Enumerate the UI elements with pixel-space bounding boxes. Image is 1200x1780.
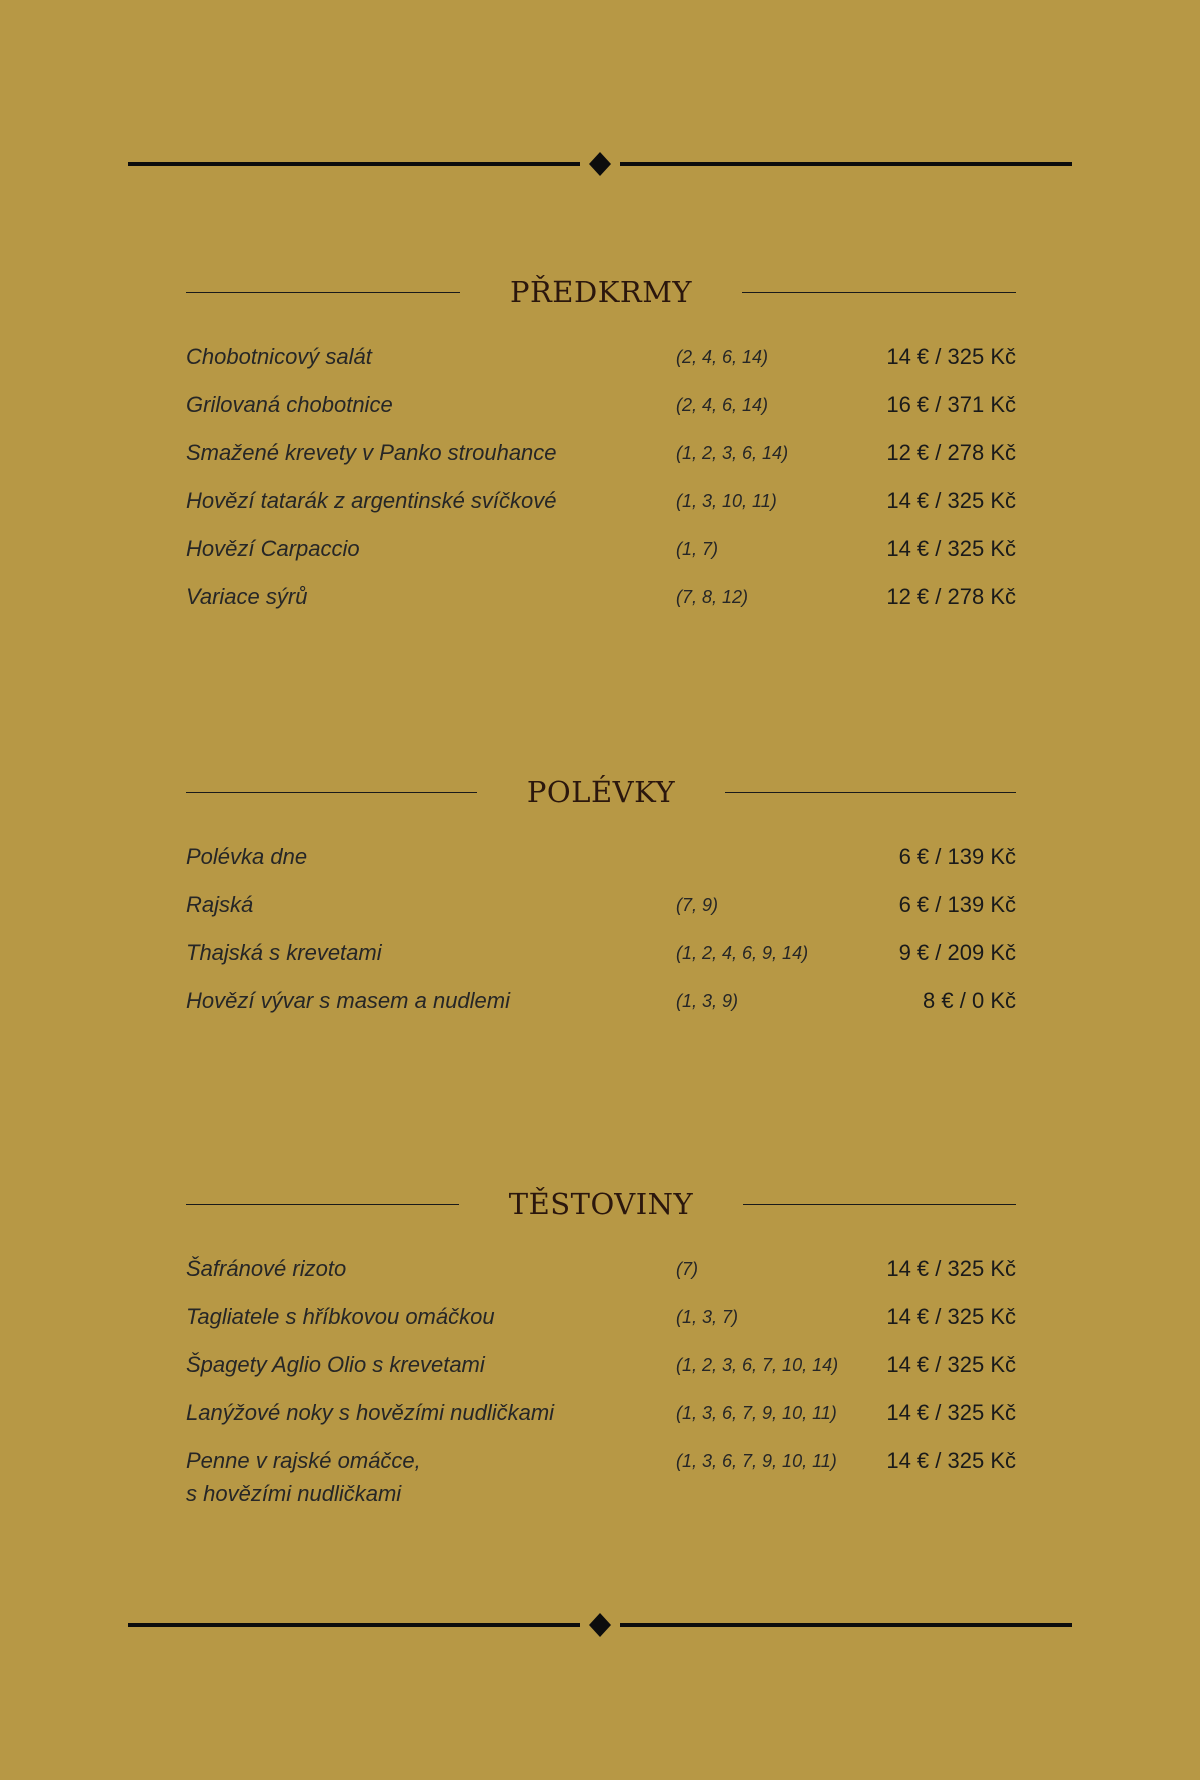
item-name: Variace sýrů	[186, 584, 308, 609]
item-name: Chobotnicový salát	[186, 344, 372, 369]
item-name-line2: s hovězími nudličkami	[186, 1481, 402, 1506]
menu-item	[186, 888, 1016, 936]
item-allergens: (1, 3, 7)	[676, 1307, 739, 1327]
menu-item	[186, 340, 1016, 388]
menu-item	[186, 388, 1016, 436]
item-name-line1: Penne v rajské omáčce,	[186, 1448, 421, 1473]
menu-item	[186, 1396, 1016, 1444]
item-price: 14 € / 325 Kč	[886, 1400, 1016, 1425]
item-allergens: (1, 3, 9)	[676, 991, 739, 1011]
section-header	[186, 270, 1016, 314]
item-name: Rajská	[186, 892, 254, 917]
item-allergens: (1, 3, 10, 11)	[676, 491, 777, 511]
menu-item	[186, 1444, 1016, 1524]
section-title: TĚSTOVINY	[508, 1187, 694, 1221]
menu-item	[186, 1252, 1016, 1300]
item-allergens: (1, 3, 6, 7, 9, 10, 11)	[676, 1403, 837, 1423]
bottom-ornament-divider	[128, 1613, 1072, 1637]
item-name	[186, 1444, 666, 1510]
header-rule-left	[186, 1204, 459, 1205]
section-title: PŘEDKRMY	[509, 275, 693, 309]
item-price: 6 € / 139 Kč	[898, 892, 1016, 917]
menu-item	[186, 1300, 1016, 1348]
menu-list	[186, 840, 1016, 1032]
item-name: Thajská s krevetami	[186, 940, 382, 965]
section-title: POLÉVKY	[526, 775, 676, 809]
section-header	[186, 770, 1016, 814]
section-testoviny	[186, 1182, 1016, 1524]
header-rule-right	[743, 1204, 1016, 1205]
item-allergens: (1, 2, 3, 6, 7, 10, 14)	[676, 1355, 839, 1375]
item-name: Hovězí Carpaccio	[186, 536, 360, 561]
item-allergens: (1, 3, 6, 7, 9, 10, 11)	[676, 1451, 837, 1471]
item-allergens: (2, 4, 6, 14)	[676, 395, 769, 415]
diamond-icon	[589, 1613, 611, 1637]
item-name: Polévka dne	[186, 844, 308, 869]
item-allergens: (1, 7)	[676, 539, 719, 559]
header-rule-right	[725, 792, 1016, 793]
ornament-line-right	[620, 162, 1072, 166]
item-price: 16 € / 371 Kč	[886, 392, 1016, 417]
menu-list	[186, 340, 1016, 628]
section-header	[186, 1182, 1016, 1226]
item-price: 14 € / 325 Kč	[886, 536, 1016, 561]
menu-item	[186, 484, 1016, 532]
item-price: 6 € / 139 Kč	[898, 844, 1016, 869]
header-rule-right	[742, 292, 1016, 293]
section-polevky	[186, 770, 1016, 1032]
menu-item	[186, 840, 1016, 888]
section-predkrmy	[186, 270, 1016, 628]
item-allergens: (2, 4, 6, 14)	[676, 347, 769, 367]
item-price: 14 € / 325 Kč	[886, 344, 1016, 369]
item-price: 14 € / 325 Kč	[886, 1256, 1016, 1281]
item-price: 14 € / 325 Kč	[886, 1448, 1016, 1473]
ornament-line-right	[620, 1623, 1072, 1627]
diamond-icon	[589, 152, 611, 176]
top-ornament-divider	[128, 152, 1072, 176]
ornament-line-left	[128, 162, 580, 166]
item-name: Smažené krevety v Panko strouhance	[186, 440, 557, 465]
item-allergens: (7, 9)	[676, 895, 719, 915]
item-price: 14 € / 325 Kč	[886, 488, 1016, 513]
item-name: Tagliatele s hříbkovou omáčkou	[186, 1304, 495, 1329]
item-price: 8 € / 0 Kč	[923, 988, 1016, 1013]
item-name: Špagety Aglio Olio s krevetami	[186, 1352, 485, 1377]
item-price: 12 € / 278 Kč	[886, 440, 1016, 465]
header-rule-left	[186, 292, 460, 293]
menu-item	[186, 580, 1016, 628]
item-allergens: (7)	[676, 1259, 698, 1279]
menu-item	[186, 436, 1016, 484]
item-price: 9 € / 209 Kč	[898, 940, 1016, 965]
item-allergens: (7, 8, 12)	[676, 587, 749, 607]
header-rule-left	[186, 792, 477, 793]
item-price: 12 € / 278 Kč	[886, 584, 1016, 609]
item-name: Grilovaná chobotnice	[186, 392, 393, 417]
ornament-line-left	[128, 1623, 580, 1627]
menu-item	[186, 532, 1016, 580]
item-price: 14 € / 325 Kč	[886, 1352, 1016, 1377]
item-name: Hovězí vývar s masem a nudlemi	[186, 988, 510, 1013]
menu-list	[186, 1252, 1016, 1524]
item-allergens: (1, 2, 4, 6, 9, 14)	[676, 943, 809, 963]
item-price: 14 € / 325 Kč	[886, 1304, 1016, 1329]
menu-item	[186, 984, 1016, 1032]
menu-item	[186, 1348, 1016, 1396]
item-allergens: (1, 2, 3, 6, 14)	[676, 443, 789, 463]
menu-item	[186, 936, 1016, 984]
item-name: Hovězí tatarák z argentinské svíčkové	[186, 488, 557, 513]
item-name: Šafránové rizoto	[186, 1256, 347, 1281]
item-name: Lanýžové noky s hovězími nudličkami	[186, 1400, 555, 1425]
